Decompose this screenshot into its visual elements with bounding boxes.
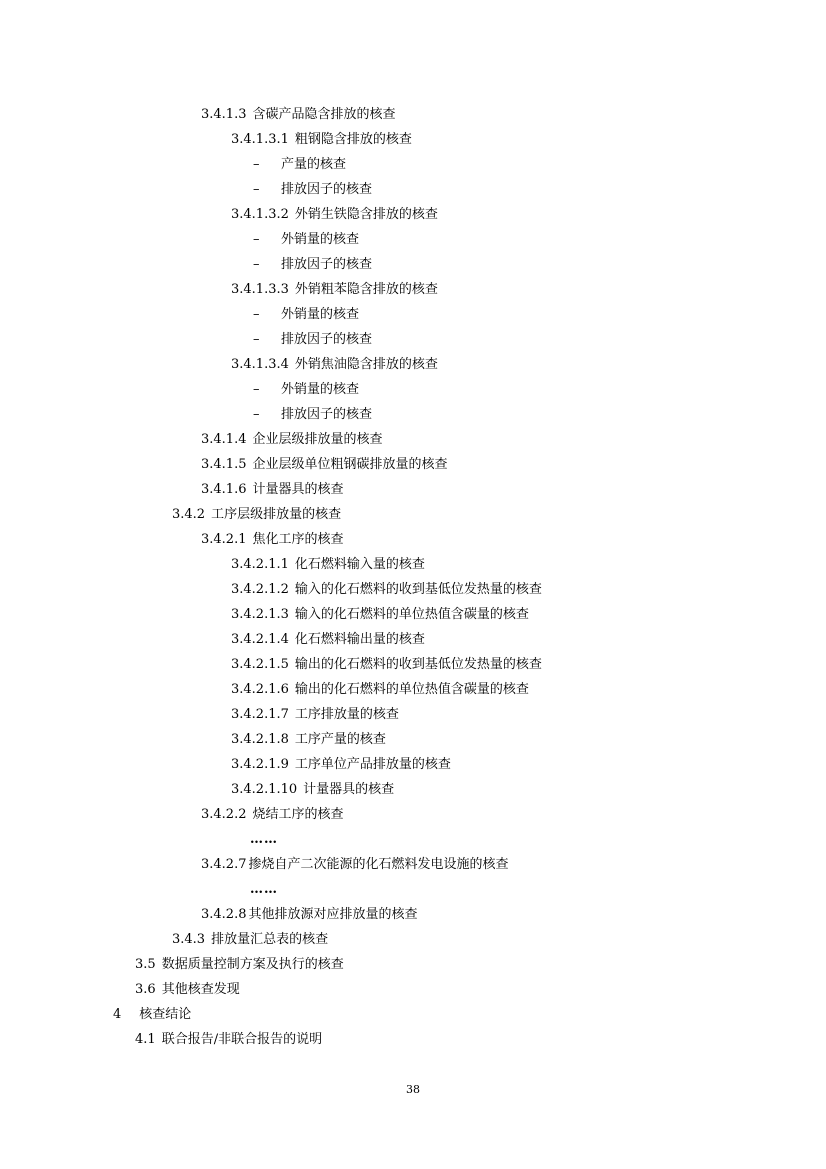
toc-entry-number: 3.4.1.6 [201,482,247,497]
toc-entry-number: 4.1 [135,1032,156,1047]
toc-bullet-dash: – [253,232,260,247]
toc-entry-title: 焦化工序的核查 [252,532,344,547]
toc-entry-number: 3.4.2.1.2 [231,582,289,597]
toc-bullet-dash: – [253,407,260,422]
toc-entry [231,782,394,798]
toc-entry-number: 3.4.2.1.8 [231,732,289,747]
toc-entry-title: 其他核查发现 [161,982,240,997]
toc-entry [201,482,344,498]
toc-entry-title: 企业层级排放量的核查 [252,432,383,447]
toc-entry [231,207,438,223]
toc-bullet-dash: – [253,332,260,347]
toc-entry-title: 输入的化石燃料的收到基低位发热量的核查 [294,582,542,597]
toc-entry-title: 输出的化石燃料的单位热值含碳量的核查 [294,682,529,697]
toc-entry-number: 3.4.2.1.3 [231,607,289,622]
toc-entry-number: 3.4.2.1.9 [231,757,289,772]
page-number: 38 [406,1083,420,1096]
toc-entry [201,857,509,873]
toc-entry [201,432,383,448]
toc-entry-title: 烧结工序的核查 [252,807,344,822]
toc-entry-title: 输出的化石燃料的收到基低位发热量的核查 [294,657,542,672]
toc-entry-title: 化石燃料输入量的核查 [294,557,425,572]
toc-entry [231,732,386,748]
toc-entry-title: 计量器具的核查 [303,782,395,797]
toc-entry-number: 3.4.1.5 [201,457,247,472]
toc-entry-number: 3.6 [135,982,156,997]
toc-entry-title: 含碳产品隐含排放的核查 [252,107,396,122]
toc-entry [113,1007,191,1023]
toc-entry-title: 工序产量的核查 [294,732,386,747]
toc-entry-number: 3.4.1.3 [201,107,247,122]
toc-bullet-dash: – [253,307,260,322]
toc-entry-title: 其他排放源对应排放量的核查 [248,907,418,922]
toc-entry-number: 3.4.2.8 [201,907,247,922]
toc-entry [231,132,412,148]
toc-entry [201,907,418,923]
toc-entry [201,807,344,823]
toc-entry [172,507,341,523]
toc-entry [231,557,425,573]
toc-entry-number: 3.5 [135,957,156,972]
toc-entry-title: 外销生铁隐含排放的核查 [294,207,438,222]
toc-entry-number: 3.4.2.1.4 [231,632,289,647]
toc-entry-number: 3.4.2.2 [201,807,247,822]
toc-entry [201,457,448,473]
toc-item-title: 外销量的核查 [281,232,360,247]
toc-entry [231,632,425,648]
toc-entry-number: 3.4.3 [172,932,206,947]
toc-entry [135,1032,322,1048]
toc-entry-title: 输入的化石燃料的单位热值含碳量的核查 [294,607,529,622]
toc-bullet-dash: – [253,182,260,197]
toc-entry-title: 联合报告/非联合报告的说明 [161,1032,323,1047]
toc-entry-number: 4 [113,1007,122,1022]
toc-entry [172,932,328,948]
toc-entry [231,357,438,373]
toc-entry [231,607,529,623]
toc-entry-number: 3.4.2 [172,507,206,522]
toc-entry [135,982,240,998]
toc-entry-number: 3.4.2.1 [201,532,247,547]
toc-entry-number: 3.4.1.4 [201,432,247,447]
toc-bullet-dash: – [253,157,260,172]
toc-bullet-dash: – [253,382,260,397]
toc-entry-number: 3.4.1.3.1 [231,132,289,147]
toc-ellipsis: …… [250,882,278,897]
toc-item-title: 外销量的核查 [281,382,360,397]
toc-entry-number: 3.4.2.1.6 [231,682,289,697]
toc-entry [201,532,344,548]
toc-bullet-dash: – [253,257,260,272]
toc-entry-title: 化石燃料输出量的核查 [294,632,425,647]
toc-entry-title: 工序单位产品排放量的核查 [294,757,451,772]
toc-entry-title: 掺烧自产二次能源的化石燃料发电设施的核查 [248,857,509,872]
toc-entry-number: 3.4.2.1.10 [231,782,298,797]
toc-entry [231,757,451,773]
toc-entry-number: 3.4.1.3.2 [231,207,289,222]
toc-entry-title: 企业层级单位粗钢碳排放量的核查 [252,457,448,472]
toc-entry-title: 计量器具的核查 [252,482,344,497]
toc-ellipsis: …… [250,832,278,847]
toc-entry-title: 工序排放量的核查 [294,707,399,722]
toc-entry [231,707,399,723]
toc-entry-title: 工序层级排放量的核查 [211,507,342,522]
toc-item-title: 排放因子的核查 [281,332,373,347]
toc-entry-number: 3.4.2.7 [201,857,247,872]
toc-item-title: 外销量的核查 [281,307,360,322]
toc-entry-number: 3.4.2.1.1 [231,557,289,572]
toc-entry [231,682,529,698]
toc-entry-title: 外销粗苯隐含排放的核查 [294,282,438,297]
toc-item-title: 产量的核查 [281,157,347,172]
toc-entry [201,107,396,123]
toc-entry-title: 核查结论 [139,1007,192,1022]
toc-item-title: 排放因子的核查 [281,182,373,197]
toc-entry-number: 3.4.2.1.5 [231,657,289,672]
toc-item-title: 排放因子的核查 [281,407,373,422]
toc-entry-title: 外销焦油隐含排放的核查 [294,357,438,372]
toc-entry-number: 3.4.1.3.3 [231,282,289,297]
toc-entry [135,957,344,973]
toc-entry-title: 排放量汇总表的核查 [211,932,329,947]
toc-entry-number: 3.4.1.3.4 [231,357,289,372]
toc-entry-title: 粗钢隐含排放的核查 [294,132,412,147]
toc-entry [231,282,438,298]
toc-entry [231,582,542,598]
toc-entry-number: 3.4.2.1.7 [231,707,289,722]
toc-item-title: 排放因子的核查 [281,257,373,272]
toc-entry [231,657,542,673]
toc-entry-title: 数据质量控制方案及执行的核查 [161,957,344,972]
